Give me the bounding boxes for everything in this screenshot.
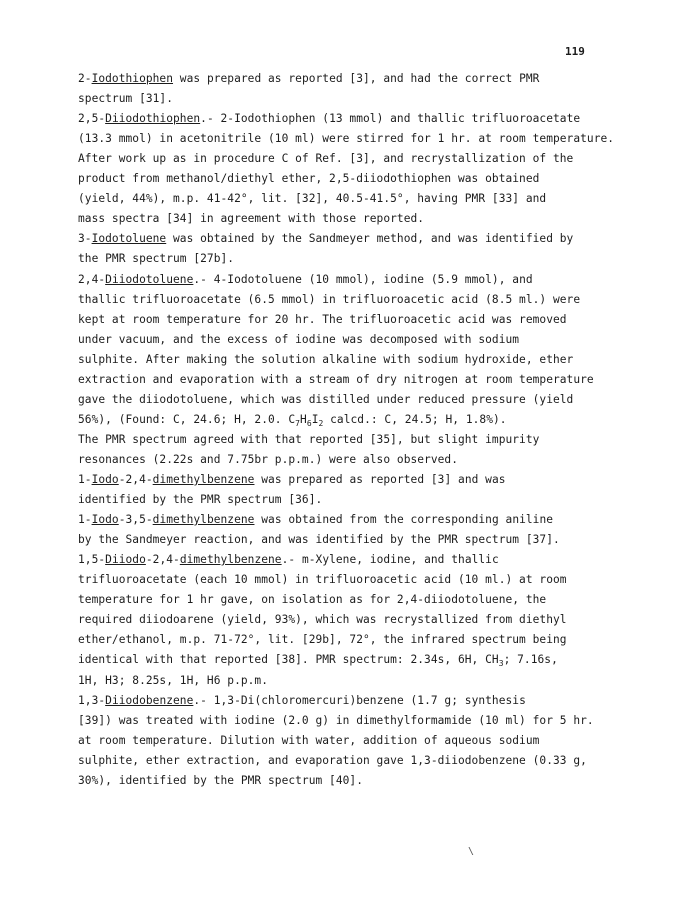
text-run: 1,5- — [78, 553, 106, 567]
text-line — [78, 373, 594, 386]
text-run: gave the diiodotoluene, which was distilled under reduced pressure (yield — [78, 392, 574, 406]
text-line — [78, 453, 458, 466]
text-run: extraction and evaporation with a stream of dry nitrogen at room temperature — [78, 372, 594, 386]
text-run: product from methanol/diethyl ether, 2,5-diiodothiophen was obtained — [78, 172, 540, 186]
text-run: -2,4- — [145, 553, 180, 567]
text-line — [78, 493, 322, 506]
text-line — [78, 714, 594, 727]
text-run: spectrum [31]. — [78, 92, 173, 106]
text-run: H — [300, 412, 307, 426]
text-line — [78, 473, 506, 486]
text-run: was prepared as reported [3], and had the correct PMR — [173, 72, 540, 85]
text-line — [78, 413, 507, 428]
text-run: sulphite, ether extraction, and evaporation gave 1,3-diiodobenzene (0.33 g, — [78, 753, 587, 767]
subscript: 2 — [318, 419, 324, 429]
text-line — [78, 72, 539, 85]
text-run: .- 1,3-Di(chloromercuri)benzene (1.7 g; synthesis — [193, 693, 526, 707]
text-run: was obtained by the Sandmeyer method, and was identified by — [166, 232, 574, 246]
text-line — [78, 112, 580, 125]
text-run: 3- — [78, 232, 92, 246]
text-run: 1H, H3; 8.25s, 1H, H6 p.p.m. — [78, 673, 268, 687]
text-line — [78, 172, 539, 185]
compound-name: Iodotoluene — [91, 232, 167, 246]
subscript: 3 — [498, 659, 504, 669]
text-line — [78, 513, 553, 526]
text-line — [78, 694, 526, 707]
text-run: 1,3- — [78, 693, 106, 707]
compound-name: Diiodothiophen — [105, 112, 201, 126]
text-line — [78, 333, 519, 346]
text-run: 2,4- — [78, 272, 106, 286]
subscript: 7 — [295, 419, 301, 429]
text-line — [78, 653, 558, 668]
text-line — [78, 273, 533, 286]
compound-name: Diiodobenzene — [105, 693, 194, 707]
page-number: 119 — [565, 45, 585, 58]
text-line — [78, 533, 560, 546]
text-run: [39]) was treated with iodine (2.0 g) in dimethylformamide (10 ml) for 5 hr. — [78, 713, 594, 727]
text-run: -2,4- — [118, 473, 153, 486]
text-run: .- 4-Iodotoluene (10 mmol), iodine (5.9 mmol), and — [193, 272, 533, 286]
text-run: .- 2-Iodothiophen (13 mmol) and thallic trifluoroacetate — [200, 112, 581, 126]
text-run: -3,5- — [118, 513, 153, 527]
text-line — [78, 212, 424, 225]
text-line — [78, 132, 614, 145]
text-line — [78, 152, 573, 165]
compound-name: Diiodotoluene — [105, 272, 194, 286]
text-run: identified by the PMR spectrum [36]. — [78, 493, 323, 507]
text-run: identical with that reported [38]. PMR spectrum: 2.34s, 6H, CH — [78, 653, 499, 667]
subscript: 6 — [306, 419, 312, 429]
text-line — [78, 252, 234, 265]
compound-name: Iodothiophen — [91, 72, 174, 85]
text-run: (yield, 44%), m.p. 41-42°, lit. [32], 40.5-41.5°, having PMR [33] and — [78, 192, 547, 206]
text-run: thallic trifluoroacetate (6.5 mmol) in trifluoroacetic acid (8.5 ml.) were — [78, 292, 581, 306]
text-run: sulphite. After making the solution alkaline with sodium hydroxide, ether — [78, 352, 574, 366]
text-run: 2- — [78, 72, 92, 85]
compound-name: Iodo — [91, 513, 119, 527]
text-line — [78, 192, 546, 205]
text-run: by the Sandmeyer reaction, and was identified by the PMR spectrum [37]. — [78, 533, 560, 547]
text-line — [78, 393, 573, 406]
text-line — [78, 633, 567, 646]
text-run: ; 7.16s, — [503, 653, 558, 667]
text-run: temperature for 1 hr gave, on isolation as for 2,4-diiodotoluene, the — [78, 593, 547, 607]
text-run: trifluoroacetate (each 10 mmol) in trifluoroacetic acid (10 ml.) at room — [78, 573, 567, 587]
text-run: under vacuum, and the excess of iodine was decomposed with sodium — [78, 332, 520, 346]
text-line — [78, 313, 567, 326]
text-run: 56%), (Found: C, 24.6; H, 2.0. C — [78, 412, 296, 426]
text-run: required diiodoarene (yield, 93%), which was recrystallized from diethyl — [78, 613, 567, 627]
text-line — [78, 92, 173, 105]
text-run: 2,5- — [78, 112, 106, 126]
text-run: resonances (2.22s and 7.75br p.p.m.) were also observed. — [78, 452, 458, 466]
text-line — [78, 553, 499, 566]
text-run: 1- — [78, 473, 92, 486]
compound-name: Iodo — [91, 473, 119, 486]
text-line — [78, 232, 573, 245]
text-run: .- m-Xylene, iodine, and thallic — [281, 553, 499, 567]
text-run: 1- — [78, 513, 92, 527]
text-line — [78, 593, 546, 606]
text-line — [78, 734, 539, 747]
text-line — [78, 774, 363, 787]
text-run: The PMR spectrum agreed with that reported [35], but slight impurity — [78, 432, 540, 446]
text-run: (13.3 mmol) in acetonitrile (10 ml) were stirred for 1 hr. at room temperature. — [78, 132, 615, 146]
text-line — [78, 433, 539, 446]
text-run: the PMR spectrum [27b]. — [78, 252, 235, 266]
text-run: calcd.: C, 24.5; H, 1.8%). — [323, 412, 507, 426]
text-line — [78, 353, 573, 366]
text-line — [78, 573, 567, 586]
text-run: kept at room temperature for 20 hr. The trifluoroacetic acid was removed — [78, 312, 567, 326]
text-line — [78, 293, 580, 306]
stray-mark: \ — [468, 846, 475, 857]
text-line — [78, 754, 587, 767]
text-run: 30%), identified by the PMR spectrum [40]. — [78, 773, 363, 787]
text-run: After work up as in procedure C of Ref. [3], and recrystallization of the — [78, 152, 574, 166]
text-run: mass spectra [34] in agreement with those reported. — [78, 212, 425, 226]
compound-name: dimethylbenzene — [152, 473, 255, 486]
text-run: I — [311, 412, 319, 426]
text-run: was prepared as reported [3] and was — [254, 473, 506, 486]
text-run: was obtained from the corresponding aniline — [254, 513, 554, 527]
text-line — [78, 674, 268, 687]
compound-name: dimethylbenzene — [179, 553, 282, 567]
text-run: at room temperature. Dilution with water, addition of aqueous sodium — [78, 733, 540, 747]
compound-name: dimethylbenzene — [152, 513, 255, 527]
text-line — [78, 613, 567, 626]
compound-name: Diiodo — [105, 553, 146, 567]
text-run: ether/ethanol, m.p. 71-72°, lit. [29b], 72°, the infrared spectrum being — [78, 633, 567, 647]
